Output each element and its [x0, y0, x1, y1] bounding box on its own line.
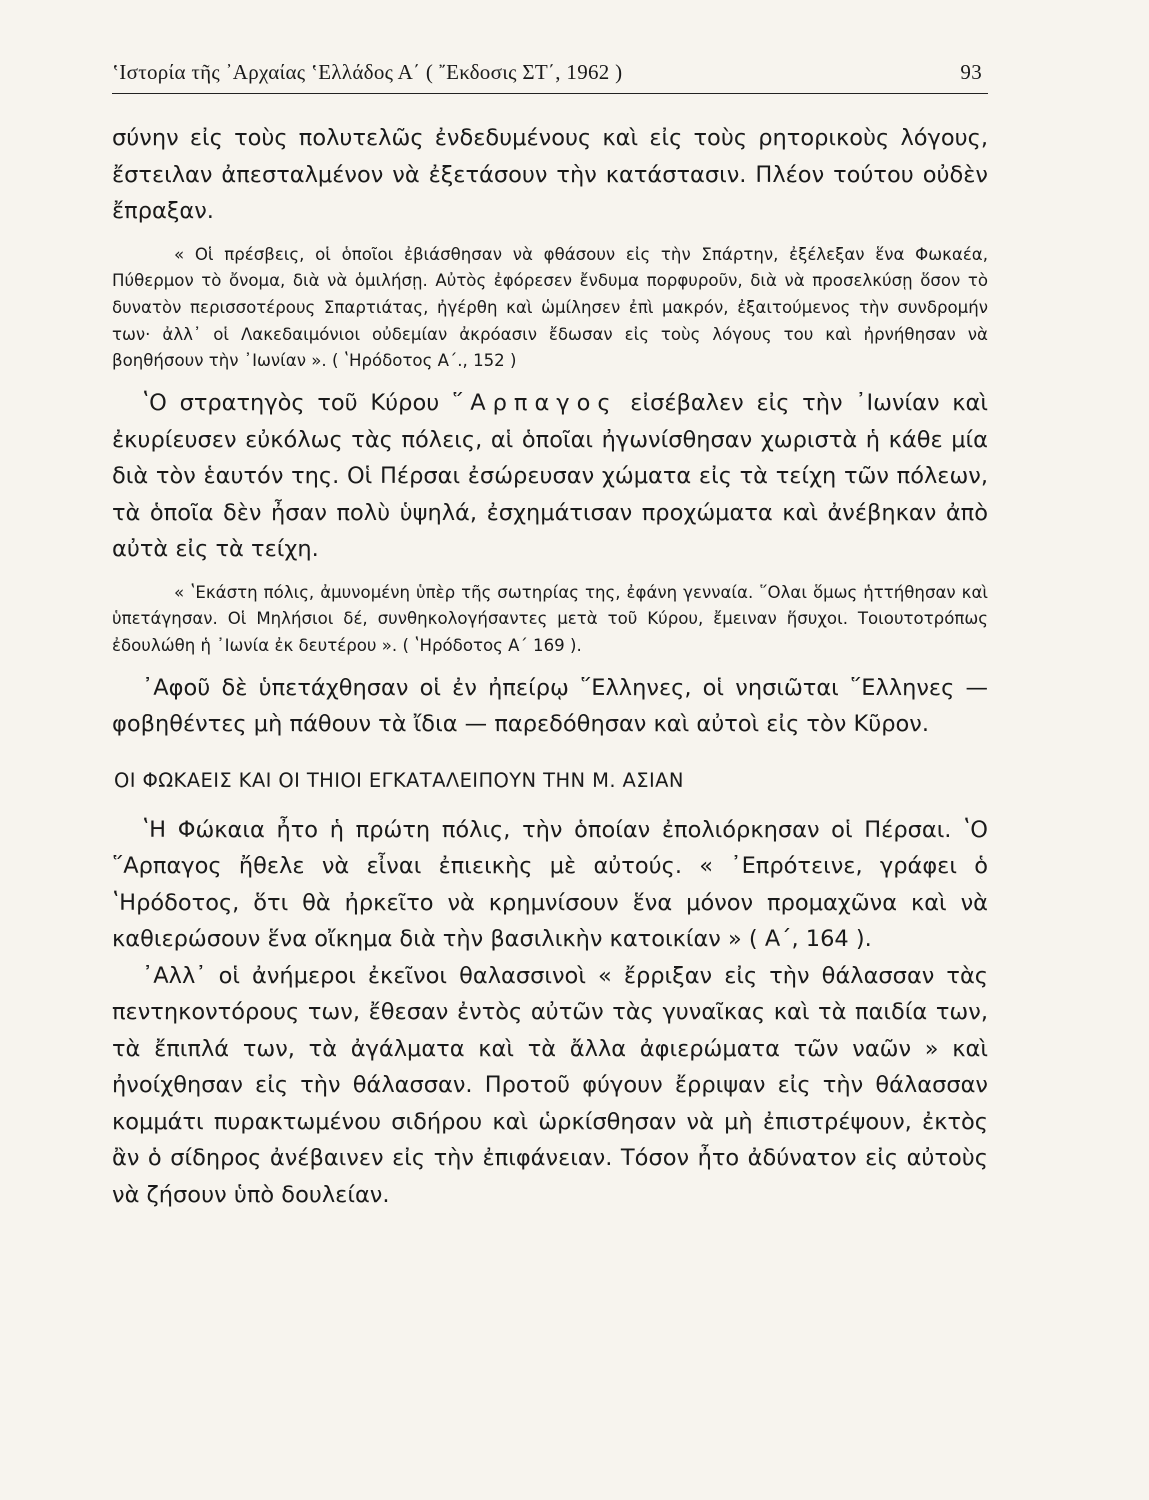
book-title: ʽΙστορία τῆς ᾿Αρχαίας ʽΕλλάδος Α΄ ( ῎Εκδοσις ΣΤ΄, 1962 ): [112, 60, 623, 84]
quote-herodotus-152: « Οἱ πρέσβεις, οἱ ὁποῖοι ἐβιάσθησαν νὰ φθάσουν εἰς τὴν Σπάρτην, ἐξέλεξαν ἕνα Φωκαέα, Πύθερμον τὸ ὄνομα, διὰ νὰ ὁμιλήσῃ. Αὐτὸς ἐφόρεσεν ἔνδυμα πορφυροῦν, διὰ νὰ προσελκύσῃ ὅσον τὸ δυνατὸν περισσοτέρους Σπαρτιάτας, ἠγέρθη καὶ ὡμίλησεν ἐπὶ μακρόν, ἐξαιτούμενος τὴν συνδρομήν των· ἀλλ᾿ οἱ Λακεδαιμόνιοι οὐδεμίαν ἀκρόασιν ἔδωσαν εἰς τοὺς λόγους του καὶ ἠρνήθησαν νὰ βοηθήσουν τὴν ᾿Ιωνίαν ». ( ʽΗρόδοτος Α΄., 152 ): [112, 244, 988, 371]
name-harpagus: ῞Αρπαγος: [451, 390, 618, 417]
paragraph-continuation: σύνην εἰς τοὺς πολυτελῶς ἐνδεδυμένους καὶ εἰς τοὺς ρητορικοὺς λόγους, ἔστειλαν ἀπεσταλμένον νὰ ἐξετάσουν τὴν κατάστασιν. Πλέον τούτου οὐδὲν ἔπραξαν.: [112, 125, 988, 224]
paragraph-harpagus-rest: εἰσέβαλεν εἰς τὴν ᾿Ιωνίαν καὶ ἐκυρίευσεν εὐκόλως τὰς πόλεις, αἱ ὁποῖαι ἠγωνίσθησαν χωριστὰ ἡ κάθε μία διὰ τὸν ἑαυτόν της. Οἱ Πέρσαι ἐσώρευσαν χώματα εἰς τὰ τείχη τῶν πόλεων, τὰ ὁποῖα δὲν ἦσαν πολὺ ὑψηλά, ἐσχημάτισαν προχώματα καὶ ἀνέβηκαν ἀπὸ αὐτὰ εἰς τὰ τείχη.: [112, 390, 989, 563]
paragraph-phocaeans-flee: ᾿Αλλ᾿ οἱ ἀνήμεροι ἐκεῖνοι θαλασσινοὶ « ἔρριξαν εἰς τὴν θάλασσαν τὰς πεντηκοντόρους των, ἔθεσαν ἐντὸς αὐτῶν τὰς γυναῖκας καὶ τὰ παιδία των, τὰ ἔπιπλά των, τὰ ἀγάλματα καὶ τὰ ἄλλα ἀφιερώματα τῶν ναῶν » καὶ ἠνοίχθησαν εἰς τὴν θάλασσαν. Προτοῦ φύγουν ἔρριψαν εἰς τὴν θάλασσαν κομμάτι πυρακτωμένου σιδήρου καὶ ὡρκίσθησαν νὰ μὴ ἐπιστρέψουν, ἐκτὸς ἂν ὁ σίδηρος ἀνέβαινεν εἰς τὴν ἐπιφάνειαν. Τόσον ἦτο ἀδύνατον εἰς αὐτοὺς νὰ ζήσουν ὑπὸ δουλείαν.: [112, 962, 988, 1208]
paragraph-phocaea: ʽΗ Φώκαια ἦτο ἡ πρώτη πόλις, τὴν ὁποίαν ἐπολιόρκησαν οἱ Πέρσαι. ʽΟ ῞Αρπαγος ἤθελε νὰ εἶναι ἐπιεικὴς μὲ αὐτούς. « ᾿Επρότεινε, γράφει ὁ ʽΗρόδοτος, ὅτι θὰ ἠρκεῖτο νὰ κρημνίσουν ἕνα μόνον προμαχῶνα καὶ νὰ καθιερώσουν ἕνα οἴκημα διὰ τὴν βασιλικὴν κατοικίαν » ( Α΄, 164 ).: [112, 816, 988, 953]
paragraph-islanders: ᾿Αφοῦ δὲ ὑπετάχθησαν οἱ ἐν ἠπείρῳ ῞Ελληνες, οἱ νησιῶται ῞Ελληνες — φοβηθέντες μὴ πάθουν τὰ ἴδια — παρεδόθησαν καὶ αὐτοὶ εἰς τὸν Κῦρον.: [112, 674, 988, 738]
page-number: 93: [960, 60, 982, 84]
quote-herodotus-169: « ʽΕκάστη πόλις, ἀμυνομένη ὑπὲρ τῆς σωτηρίας της, ἐφάνη γενναία. ῞Ολαι ὅμως ἡττήθησαν καὶ ὑπετάγησαν. Οἱ Μηλήσιοι δέ, συνθηκολογήσαντες μετὰ τοῦ Κύρου, ἔμειναν ἥσυχοι. Τοιουτοτρόπως ἐδουλώθη ἡ ᾿Ιωνία ἐκ δευτέρου ». ( ʽΗρόδοτος Α΄ 169 ).: [112, 582, 988, 655]
page-content: [112, 120, 988, 1213]
paragraph-harpagus: [112, 385, 988, 568]
section-title: ΟΙ ΦΩΚΑΕΙΣ ΚΑΙ ΟΙ ΤΗΙΟΙ ΕΓΚΑΤΑΛΕΙΠΟΥΝ ΤΗΝ Μ. ΑΣΙΑΝ: [114, 768, 684, 792]
paragraph-harpagus-start: ʽΟ στρατηγὸς τοῦ Κύρου: [142, 390, 452, 417]
page: [112, 50, 988, 1213]
running-header: [112, 50, 988, 94]
